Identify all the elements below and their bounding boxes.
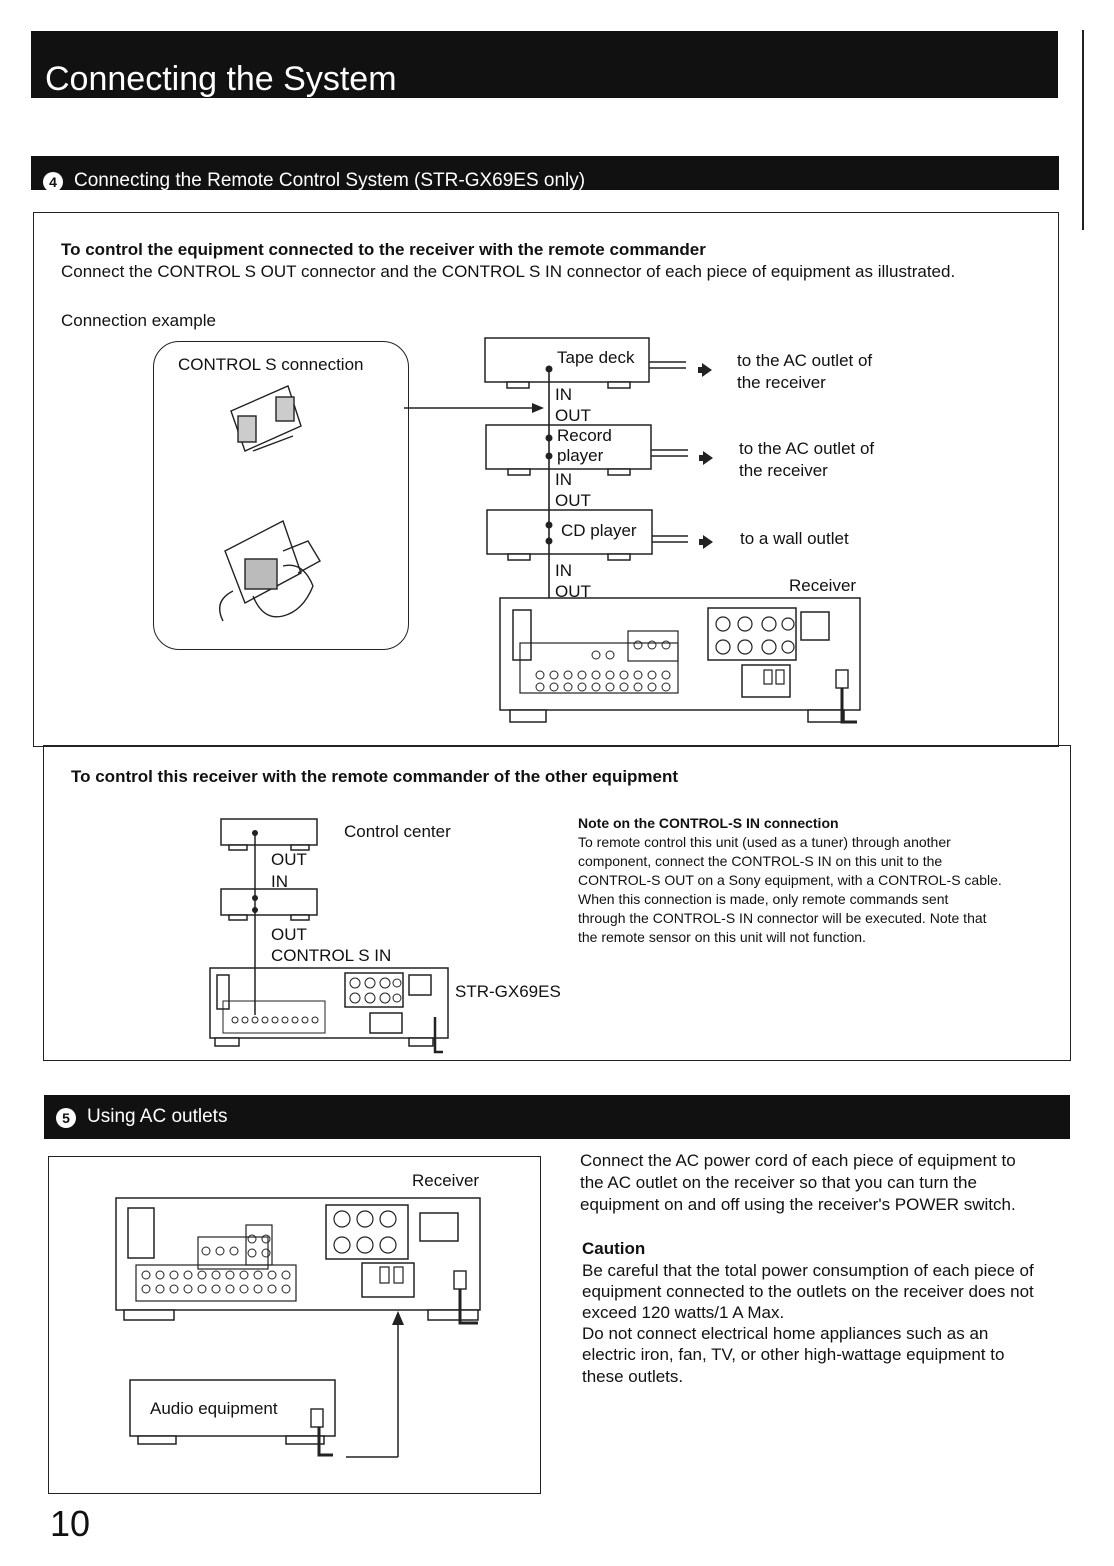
- d2-in-label: IN: [271, 872, 288, 891]
- caution-line: equipment connected to the outlets on the receiver does not: [582, 1282, 1034, 1301]
- caution-line: these outlets.: [582, 1367, 684, 1386]
- caution-line: electric iron, fan, TV, or other high-wattage equipment to: [582, 1345, 1005, 1364]
- ac-outlet-diagram: [110, 1195, 510, 1465]
- page-title: Connecting the System: [45, 60, 397, 98]
- cd-player-label: CD player: [561, 521, 637, 540]
- record-in-label: IN: [555, 470, 572, 489]
- section-5-title: Using AC outlets: [87, 1106, 228, 1127]
- ac-receiver-label: Receiver: [412, 1171, 480, 1190]
- note-line: the remote sensor on this unit will not function.: [578, 929, 866, 945]
- note-line: When this connection is made, only remote commands sent: [578, 891, 949, 907]
- caution-line: Be careful that the total power consumption of each piece of: [582, 1261, 1034, 1280]
- ac-note-1b: the receiver: [737, 373, 826, 392]
- section-4-title: Connecting the Remote Control System (STR-GX69ES only): [74, 170, 586, 191]
- section-4-number: 4: [43, 172, 63, 192]
- ac-body-line: Connect the AC power cord of each piece of equipment to: [580, 1151, 1016, 1170]
- caution-line: exceed 120 watts/1 A Max.: [582, 1303, 785, 1322]
- plug-illustration: [153, 341, 407, 648]
- cd-out-label: OUT: [555, 582, 591, 601]
- ac-note-1a: to the AC outlet of: [737, 351, 873, 370]
- margin-rule: [1082, 30, 1084, 230]
- caution-line: Do not connect electrical home appliances such as an: [582, 1324, 989, 1343]
- note-line: CONTROL-S OUT on a Sony equipment, with a CONTROL-S cable.: [578, 872, 1002, 888]
- model-label: STR-GX69ES: [455, 982, 561, 1001]
- ac-note-2a: to the AC outlet of: [739, 439, 875, 458]
- caution-title: Caution: [582, 1239, 646, 1258]
- audio-equipment-label: Audio equipment: [150, 1399, 278, 1418]
- ac-body-line: the AC outlet on the receiver so that you can turn the: [580, 1173, 977, 1192]
- section-5-number: 5: [56, 1108, 76, 1128]
- inset-title: CONTROL S connection: [178, 355, 364, 374]
- page-number: 10: [50, 1503, 91, 1544]
- receiver-label: Receiver: [789, 576, 857, 595]
- cd-in-label: IN: [555, 561, 572, 580]
- control-center-label: Control center: [344, 822, 451, 841]
- tape-in-label: IN: [555, 385, 572, 404]
- heading-other-equipment: To control this receiver with the remote commander of the other equipment: [71, 767, 679, 786]
- control-s-in-label: CONTROL S IN: [271, 946, 392, 965]
- tape-deck-label: Tape deck: [557, 348, 635, 367]
- d2-out-label-1: OUT: [271, 850, 307, 869]
- diagram-other-equipment: [205, 815, 455, 1060]
- intro-text: Connect the CONTROL S OUT connector and the CONTROL S IN connector of each piece of equipment as illustrated.: [61, 262, 956, 281]
- record-out-label: OUT: [555, 491, 591, 510]
- record-label-1: Record: [557, 426, 612, 445]
- d2-out-label-2: OUT: [271, 925, 307, 944]
- record-label-2: player: [557, 446, 604, 465]
- note-line: through the CONTROL-S IN connector will be executed. Note that: [578, 910, 987, 926]
- tape-out-label: OUT: [555, 406, 591, 425]
- note-line: component, connect the CONTROL-S IN on this unit to the: [578, 853, 943, 869]
- note-line: To remote control this unit (used as a tuner) through another: [578, 834, 951, 850]
- ac-body-line: equipment on and off using the receiver's POWER switch.: [580, 1195, 1016, 1214]
- ac-note-3: to a wall outlet: [740, 529, 849, 548]
- heading-remote-commander: To control the equipment connected to the receiver with the remote commander: [61, 240, 706, 259]
- note-title: Note on the CONTROL-S IN connection: [578, 815, 839, 831]
- ac-note-2b: the receiver: [739, 461, 828, 480]
- connection-example-label: Connection example: [61, 311, 216, 330]
